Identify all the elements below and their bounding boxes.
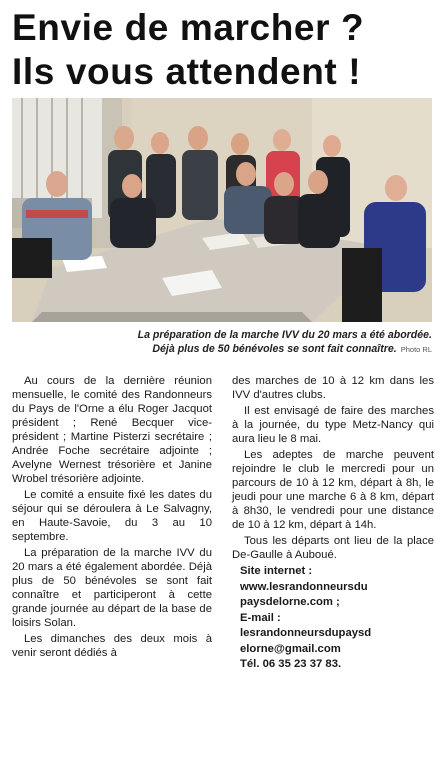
site-label: Site internet :	[240, 565, 313, 577]
article-paragraph: Les adeptes de marche peuvent rejoindre le club le mercredi pour un parcours de 10 à 12 km, départ à 8h, le jeudi pour une marche 6 à 8 km, départ à 8h30, le vendredi pour une distance de 10 à 12 km, départ à 14h.	[232, 449, 434, 531]
article-paragraph: des marches de 10 à 12 km dans les IVV d'autres clubs.	[232, 375, 434, 401]
article-column-left	[12, 374, 212, 662]
caption-line-2	[12, 342, 432, 357]
article-column-right	[232, 374, 434, 673]
site-link-line-2[interactable]: paysdelorne.com ;	[240, 596, 340, 608]
phone-number: Tél. 06 35 23 37 83.	[240, 658, 342, 670]
article-paragraph: Le comité a ensuite fixé les dates du séjour qui se déroulera à Le Salvagny, en Haute-Savoie, du 3 au 10 septembre.	[12, 489, 212, 543]
site-link-line-1[interactable]: www.lesrandonneursdu	[240, 580, 368, 593]
headline-line-2: Ils vous attendent !	[12, 51, 362, 92]
headline	[12, 6, 436, 94]
email-label: E-mail :	[240, 611, 281, 624]
article-paragraph: Il est envisagé de faire des marches à la journée, du type Metz-Nancy qui aura lieu le 8 mai.	[232, 405, 434, 445]
contact-block	[232, 564, 434, 673]
group-photo-image	[12, 98, 432, 322]
caption-line-1: La préparation de la marche IVV du 20 mars a été abordée.	[137, 329, 432, 341]
email-link-line-1[interactable]: lesrandonneursdupaysd	[240, 627, 372, 639]
photo-credit: Photo RL	[400, 345, 432, 354]
article-paragraph: La préparation de la marche IVV du 20 mars a été également abordée. Déjà plus de 50 bénévoles se sont fait connaître et participeront à cette grande journée au départ de la base de loisirs Solan.	[12, 547, 212, 629]
article-paragraph: Les dimanches des deux mois à venir seront dédiés à	[12, 633, 212, 659]
article-paragraph: Tous les départs ont lieu de la place De-Gaulle à Auboué.	[232, 535, 434, 561]
headline-line-1: Envie de marcher ?	[12, 7, 365, 48]
group-photo	[12, 98, 432, 322]
article-paragraph: Au cours de la dernière réunion mensuelle, le comité des Randonneurs du Pays de l'Orne a élu Roger Jacquot président ; René Becquer vice-président ; Martine Pisterzi secrétaire ; Andrée Foche secrétaire adjointe ; Avelyne Wernest trésorière et Janine Wrobel trésorière adjointe.	[12, 375, 212, 485]
email-link-line-2[interactable]: elorne@gmail.com	[240, 642, 341, 655]
photo-caption	[12, 328, 432, 357]
caption-line-2-text: Déjà plus de 50 bénévoles se sont fait connaître.	[152, 343, 397, 355]
